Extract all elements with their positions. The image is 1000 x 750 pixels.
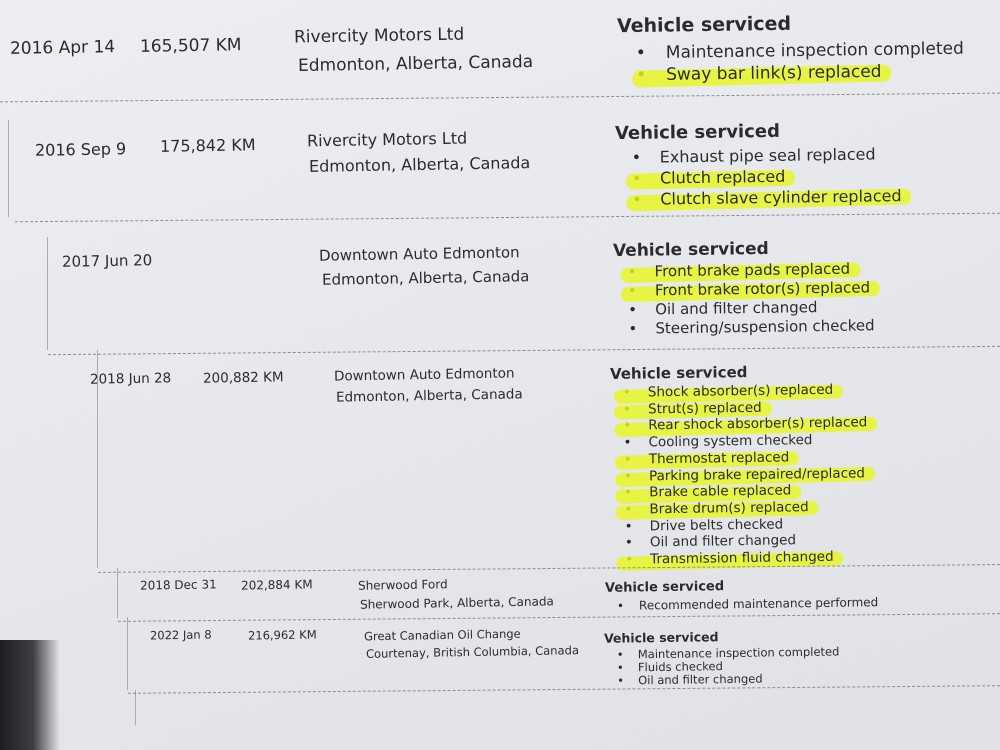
record-shop-name: Downtown Auto Edmonton [318,243,520,265]
bullet-icon: • [624,484,633,501]
service-item-text: Sway bar link(s) replaced [666,61,882,85]
record-odometer: 200,882 KM [202,369,284,387]
record-odometer: 216,962 KM [247,627,317,643]
record-date: 2016 Apr 14 [9,37,116,59]
bullet-icon: • [616,598,625,613]
service-item [636,60,964,87]
bullet-icon: • [627,262,637,281]
service-item-text: Shock absorber(s) replaced [647,381,834,401]
record-heading: Vehicle serviced [612,238,769,262]
service-item-text: Clutch replaced [659,166,786,188]
bullet-icon: • [623,468,633,485]
record-shop-name: Sherwood Ford [357,577,448,593]
service-item-text: Fluids checked [637,659,723,675]
service-item [632,185,902,210]
record-shop-location: Edmonton, Alberta, Canada [308,153,531,176]
service-item-text: Brake cable replaced [649,482,792,501]
bullet-icon: • [627,281,637,300]
service-item-text: Thermostat replaced [648,449,790,468]
record-odometer: 202,884 KM [240,577,313,593]
record-heading: Vehicle serviced [609,363,748,383]
service-items-list [632,143,902,210]
table-border-line [8,120,9,217]
service-item-text: Steering/suspension checked [655,316,875,338]
service-item-text: Front brake pads replaced [654,259,851,281]
record-shop-location: Edmonton, Alberta, Canada [297,51,534,77]
bullet-icon: • [631,147,642,167]
bullet-icon: • [622,401,632,418]
bullet-icon: • [622,384,631,401]
service-item-text: Oil and filter changed [638,671,763,688]
service-item-text: Exhaust pipe seal replaced [659,144,876,167]
bullet-icon: • [635,43,647,64]
record-shop-location: Sherwood Park, Alberta, Canada [359,594,554,612]
service-item-text: Recommended maintenance performed [638,595,879,613]
service-item-text: Brake drum(s) replaced [649,499,809,518]
service-items-list [627,259,874,338]
record-shop-name: Rivercity Motors Ltd [306,128,468,151]
record-heading: Vehicle serviced [603,629,719,646]
record-shop-name: Downtown Auto Edmonton [333,365,515,385]
bullet-icon: • [624,501,633,518]
record-odometer: 175,842 KM [159,135,256,156]
record-date: 2017 Jun 20 [61,251,153,271]
service-item-text: Oil and filter changed [649,532,797,551]
bullet-icon: • [631,168,642,188]
service-item-text: Maintenance inspection completed [665,38,964,63]
service-item-text: Parking brake repaired/replaced [648,464,866,484]
record-shop-name: Rivercity Motors Ltd [293,24,465,48]
record-heading: Vehicle serviced [604,579,725,596]
service-item [623,381,867,401]
service-item-text: Oil and filter changed [655,298,818,319]
service-item-text: Cooling system checked [648,432,813,451]
bullet-icon: • [632,189,642,209]
record-odometer: 165,507 KM [139,35,242,57]
record-heading: Vehicle serviced [616,12,792,38]
bullet-icon: • [624,518,633,535]
bullet-icon: • [616,660,624,675]
table-border-line [127,617,128,690]
table-border-line [117,568,118,618]
record-date: 2018 Jun 28 [89,370,172,388]
service-item-text: Rear shock absorber(s) replaced [648,414,868,434]
service-item [628,316,874,338]
bullet-icon: • [616,647,624,662]
service-item-text: Transmission fluid changed [650,548,834,568]
bullet-icon: • [617,673,625,688]
table-border-line [135,690,136,725]
bullet-icon: • [628,300,638,319]
service-item-text: Front brake rotor(s) replaced [654,278,871,300]
service-items-list [623,381,870,568]
record-heading: Vehicle serviced [614,120,781,145]
record-shop-location: Edmonton, Alberta, Canada [321,267,530,289]
service-item-text: Maintenance inspection completed [637,644,840,662]
record-date: 2016 Sep 9 [34,139,127,160]
record-date: 2022 Jan 8 [149,627,212,643]
service-item-text: Clutch slave cylinder replaced [660,186,902,209]
bullet-icon: • [623,434,632,451]
bullet-icon: • [636,65,647,86]
record-date: 2018 Dec 31 [139,577,217,593]
bullet-icon: • [625,551,634,568]
bullet-icon: • [623,451,632,468]
bullet-icon: • [628,319,638,338]
background-shadow [0,640,60,750]
record-shop-location: Edmonton, Alberta, Canada [335,386,523,406]
service-items-list [617,645,840,687]
record-shop-name: Great Canadian Oil Change [363,626,521,644]
bullet-icon: • [624,534,634,552]
service-items-list [636,38,965,87]
service-item-text: Drive belts checked [649,516,784,534]
table-border-line [47,237,48,350]
bullet-icon: • [623,418,632,435]
record-shop-location: Courtenay, British Columbia, Canada [365,643,580,661]
service-item-text: Strut(s) replaced [647,399,762,418]
